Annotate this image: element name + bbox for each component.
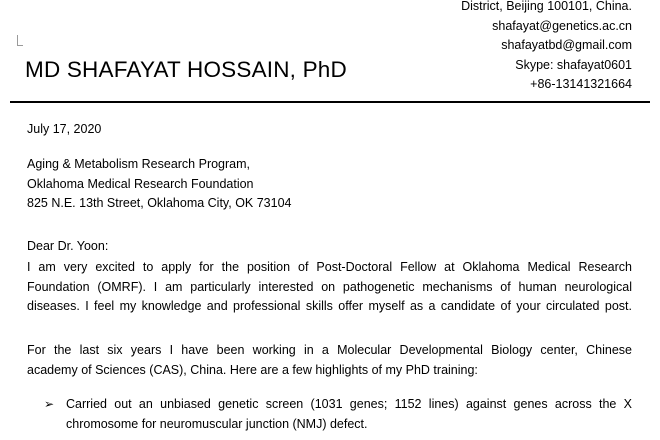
phone-number: +86-13141321664: [530, 77, 632, 91]
header-divider: [10, 101, 650, 103]
letter-date: July 17, 2020: [27, 122, 102, 136]
bullet-line: chromosome for neuromuscular junction (NMJ) defect.: [66, 416, 368, 431]
contact-info: [461, 0, 632, 95]
highlight-bullet-item: [66, 395, 632, 434]
paragraph-background: [27, 341, 632, 380]
paragraph-line: diseases. I feel my knowledge and professional skills offer myself as a candidate of your circulated post.: [27, 299, 632, 313]
paragraph-line: I am very excited to apply for the position of Post-Doctoral Fellow at Oklahoma Medical Research: [27, 260, 632, 274]
address-line: District, Beijing 100101, China.: [461, 0, 632, 13]
paragraph-line: academy of Sciences (CAS), China. Here are a few highlights of my PhD training:: [27, 362, 478, 377]
email-secondary: shafayatbd@gmail.com: [501, 38, 632, 52]
skype-id: Skype: shafayat0601: [515, 57, 632, 72]
recipient-line: Aging & Metabolism Research Program,: [27, 157, 251, 171]
email-primary: shafayat@genetics.ac.cn: [492, 18, 632, 33]
arrow-bullet-icon: ➢: [44, 397, 55, 411]
salutation: Dear Dr. Yoon:: [27, 239, 109, 253]
text-boundary-mark: [17, 35, 23, 46]
recipient-line: 825 N.E. 13th Street, Oklahoma City, OK 73104: [27, 196, 292, 210]
paragraph-line: For the last six years I have been working in a Molecular Developmental Biology center, Chinese: [27, 343, 632, 357]
paragraph-intro: [27, 258, 632, 317]
recipient-address: [27, 155, 632, 214]
bullet-line: Carried out an unbiased genetic screen (1031 genes; 1152 lines) against genes across the X: [66, 397, 632, 411]
recipient-line: Oklahoma Medical Research Foundation: [27, 176, 254, 191]
applicant-name: MD SHAFAYAT HOSSAIN, PhD: [25, 57, 347, 82]
paragraph-line: Foundation (OMRF). I am particularly interested on pathogenetic mechanisms of human neurological: [27, 279, 632, 294]
